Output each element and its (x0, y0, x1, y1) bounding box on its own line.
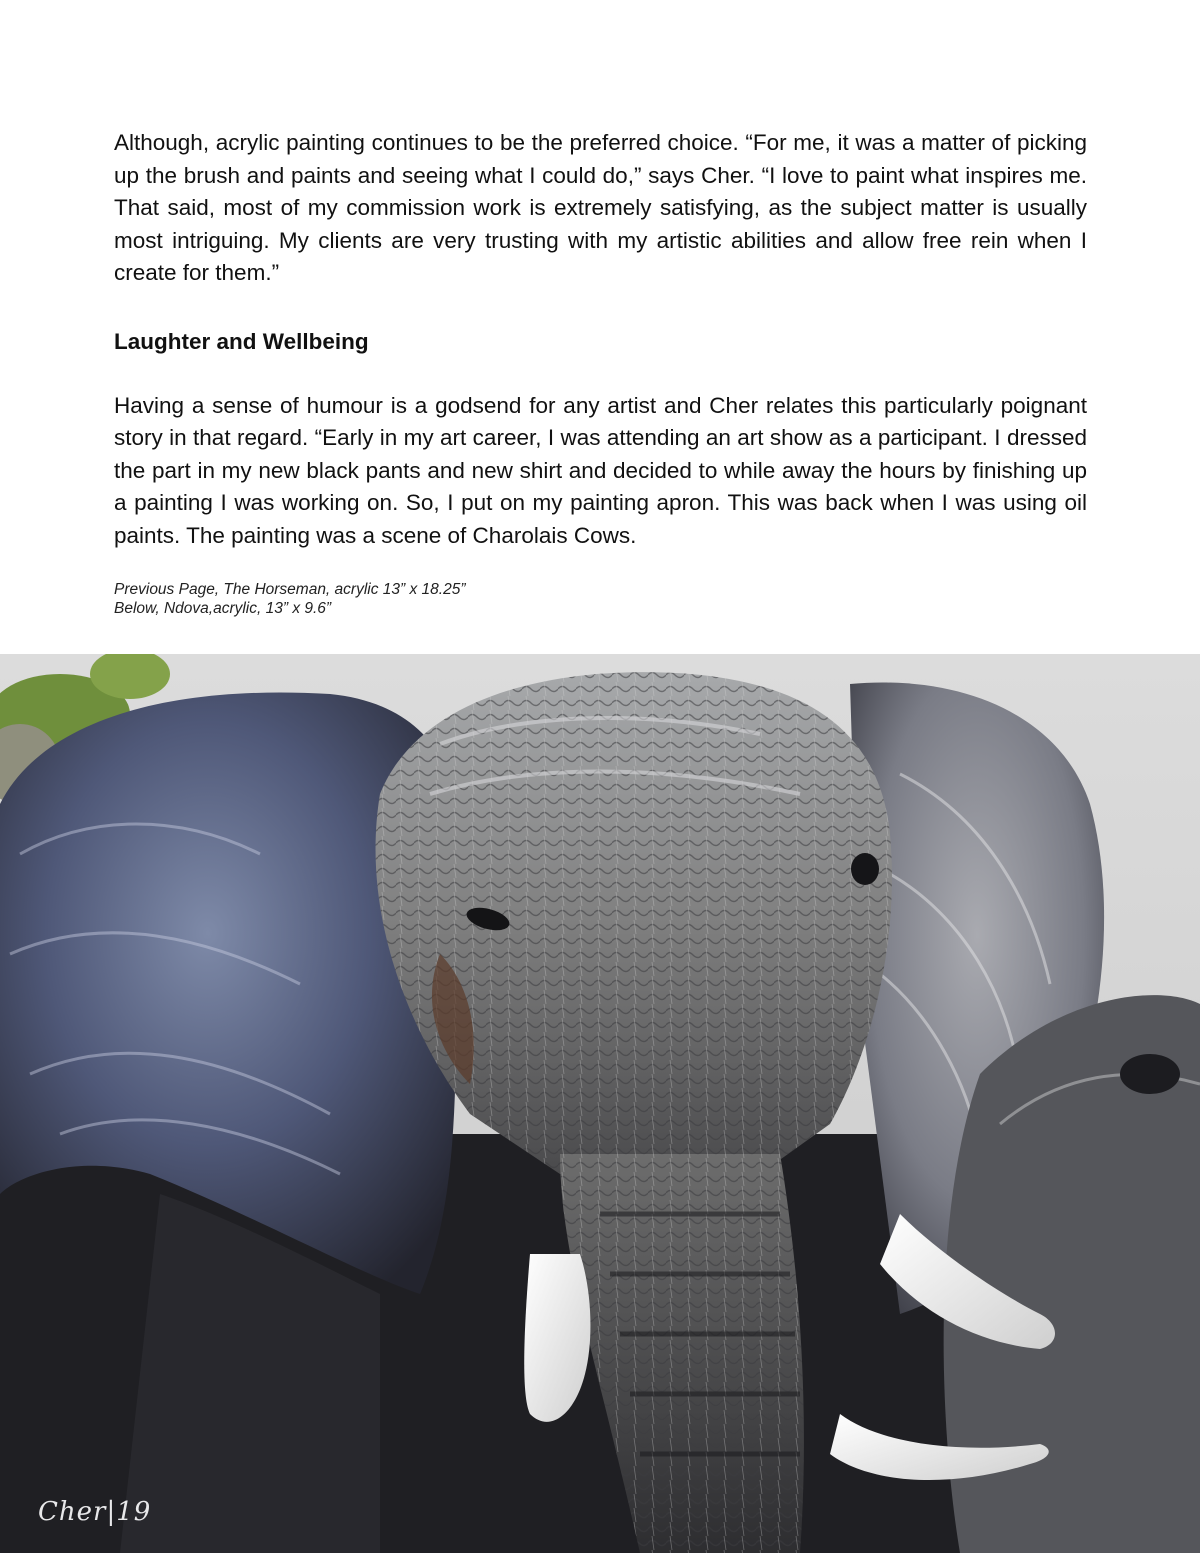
elephant-painting (0, 654, 1200, 1553)
elephant-illustration (0, 654, 1200, 1553)
article-body (114, 127, 1087, 552)
artist-signature: Cher|19 (38, 1497, 152, 1527)
caption-previous-page: Previous Page, The Horseman, acrylic 13” x 18.25” (114, 581, 466, 598)
article-paragraph: Although, acrylic painting continues to be the preferred choice. “For me, it was a matter of picking up the brush and paints and seeing what I could do,” says Cher. “I love to paint what inspires me. That said, most of my commission work is extremely satisfying, as the subject matter is usually most intriguing. My clients are very trusting with my artistic abilities and allow free rein when I create for them.” (114, 130, 1087, 285)
article-paragraph: Having a sense of humour is a godsend for any artist and Cher relates this particularly poignant story in that regard. “Early in my art career, I was attending an art show as a participant. I dressed the part in my new black pants and new shirt and decided to while away the hours by finishing up a painting I was working on. So, I put on my painting apron. This was back when I was using oil paints. The painting was a scene of Charolais Cows. (114, 392, 1087, 548)
caption-below: Below, Ndova,acrylic, 13” x 9.6” (114, 600, 332, 617)
image-captions (114, 580, 466, 618)
section-heading: Laughter and Wellbeing (114, 328, 369, 354)
